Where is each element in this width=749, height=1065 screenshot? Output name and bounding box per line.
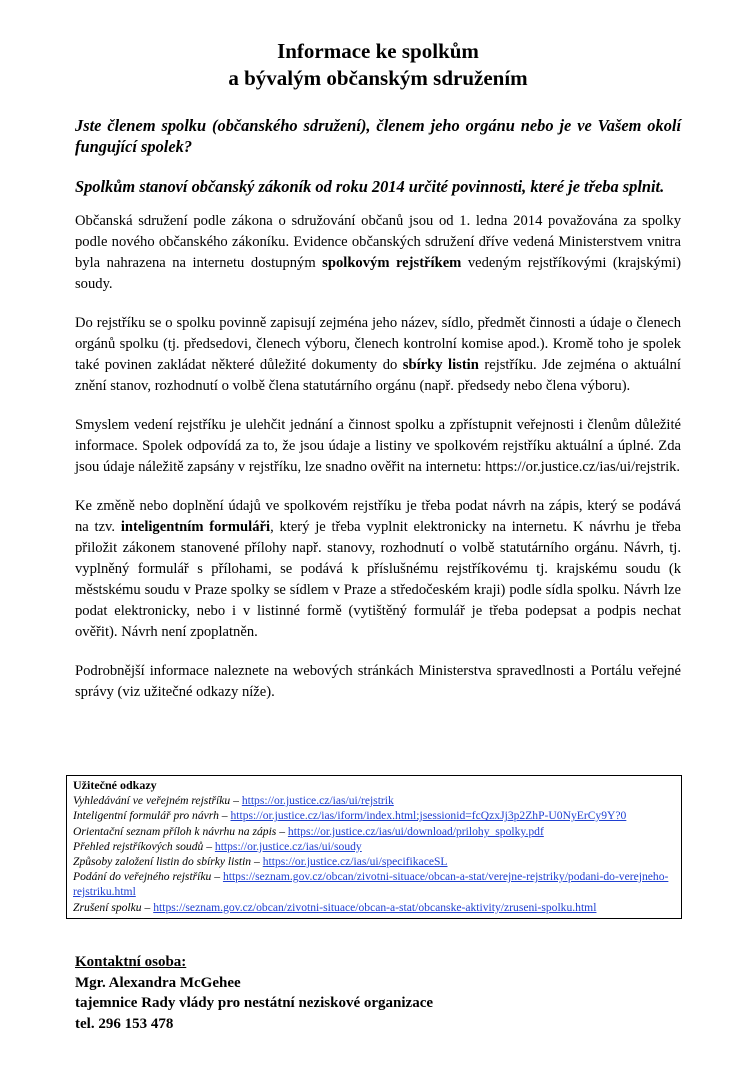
link-label: Podání do veřejného rejstříku xyxy=(73,870,212,884)
useful-links-list xyxy=(73,793,675,915)
useful-links-title: Užitečné odkazy xyxy=(73,778,157,792)
title-line-1: Informace ke spolkům xyxy=(277,39,479,63)
link-label: Způsoby založení listin do sbírky listin xyxy=(73,855,252,869)
link-row xyxy=(73,824,675,839)
link-label: Inteligentní formulář pro návrh xyxy=(73,809,219,823)
link-label: Zrušení spolku xyxy=(73,900,142,914)
link-separator: – xyxy=(211,870,223,884)
link-row xyxy=(73,854,675,869)
link-url[interactable]: https://or.justice.cz/ias/ui/specifikaceSL xyxy=(262,855,448,869)
link-label: Vyhledávání ve veřejném rejstříku xyxy=(73,794,231,808)
link-row xyxy=(73,869,675,899)
link-row xyxy=(73,839,675,854)
paragraph-filing: Ke změně nebo doplnění údajů ve spolkovém rejstříku je třeba podat návrh na zápis, který se podává na tzv. inteligentním formuláři, který je třeba vyplnit elektronicky na internetu. K návrhu je třeba přiložit zákonem stanovené přílohy např. stanovy, rozhodnutí o volbě statutárního orgánu. Návrh, tj. vyplněný formulář s přílohami, se podává k příslušnému rejstříkovému tj. krajskému soudu (k městskému soudu v Praze spolky se sídlem v Praze a středočeském kraji) podle sídla spolku. Návrh lze podat elektronicky, nebo i v listinné formě (vytištěný formulář je třeba podepsat a podpis nechat ověřit). Návrh není zpoplatněn. xyxy=(75,498,682,640)
contact-phone: tel. 296 153 478 xyxy=(75,1015,174,1032)
lead-question: Jste členem spolku (občanského sdružení), členem jeho orgánu nebo je ve Vašem okolí fungující spolek? xyxy=(75,116,681,156)
link-separator: – xyxy=(203,839,215,853)
contact-heading: Kontaktní osoba: xyxy=(75,954,187,970)
link-url[interactable]: https://seznam.gov.cz/obcan/zivotni-situace/obcan-a-stat/verejne-rejstriky/podani-do-verejneho-rejstriku.html xyxy=(73,870,669,899)
link-url[interactable]: https://or.justice.cz/ias/ui/soudy xyxy=(214,839,362,853)
link-row xyxy=(73,900,675,915)
contact-block xyxy=(75,952,433,1034)
link-url[interactable]: https://or.justice.cz/ias/ui/rejstrik xyxy=(241,794,394,808)
contact-role: tajemnice Rady vlády pro nestátní neziskové organizace xyxy=(75,995,434,1011)
link-separator: – xyxy=(251,855,263,869)
paragraph-registry-purpose: Smyslem vedení rejstříku je ulehčit jednání a činnost spolku a zpřístupnit veřejnosti i členům důležité informace. Spolek odpovídá za to, že jsou údaje a listiny ve spolkovém rejstříku aktuální a úplné. Zda jsou údaje náležitě zapsány v rejstříku, lze snadno ověřit na internetu: https://or.justice.cz/ias/ui/rejstrik. xyxy=(75,417,681,475)
link-separator: – xyxy=(230,794,242,808)
link-label: Orientační seznam příloh k návrhu na zápis xyxy=(73,824,277,838)
link-label: Přehled rejstříkových soudů xyxy=(73,839,204,853)
paragraph-registry-contents: Do rejstříku se o spolku povinně zapisují zejména jeho název, sídlo, předmět činnosti a údaje o členech orgánů spolku (tj. předsedovi, členech výboru, členech kontrolní komise apod.). Kromě toho je spolek také povinen zakládat některé důležité dokumenty do sbírky listin rejstříku. Jde zejména o aktuální znění stanov, rozhodnutí o volbě člena statutárního orgánu (např. předsedy nebo člena výboru). xyxy=(75,315,681,394)
paragraph-registry-intro: Občanská sdružení podle zákona o sdružování občanů jsou od 1. ledna 2014 považována za spolky podle nového občanského zákoníku. Evidence občanských sdružení dříve vedená Ministerstvem vnitra byla nahrazena na internetu dostupným spolkovým rejstříkem vedeným rejstříkovými (krajskými) soudy. xyxy=(75,213,681,292)
link-url[interactable]: https://or.justice.cz/ias/ui/download/prilohy_spolky.pdf xyxy=(287,824,544,838)
paragraph-more-info: Podrobnější informace naleznete na webových stránkách Ministerstva spravedlnosti a Portálu veřejné správy (viz užitečné odkazy níže). xyxy=(75,663,681,700)
lead-obligations: Spolkům stanoví občanský zákoník od roku 2014 určité povinnosti, které je třeba splnit. xyxy=(75,177,665,196)
link-separator: – xyxy=(276,824,288,838)
bold-term: inteligentním formuláři xyxy=(120,519,271,535)
useful-links-box xyxy=(66,775,682,919)
link-separator: – xyxy=(218,809,231,823)
link-row xyxy=(73,808,675,823)
bold-term: spolkovým rejstříkem xyxy=(322,255,462,271)
link-row xyxy=(73,793,675,808)
document-body xyxy=(75,38,681,703)
link-url[interactable]: https://seznam.gov.cz/obcan/zivotni-situace/obcan-a-stat/obcanske-aktivity/zruseni-spolku.html xyxy=(153,900,597,914)
link-separator: – xyxy=(141,900,154,914)
bold-term: sbírky listin xyxy=(402,357,479,373)
contact-name: Mgr. Alexandra McGehee xyxy=(75,974,241,991)
link-url[interactable]: https://or.justice.cz/ias/iform/index.html;jsessionid=fcQzxJj3p2ZhP-U0NyErCy9Y?0 xyxy=(230,809,627,823)
page-title xyxy=(75,38,681,92)
title-line-2: a bývalým občanským sdružením xyxy=(228,66,528,90)
